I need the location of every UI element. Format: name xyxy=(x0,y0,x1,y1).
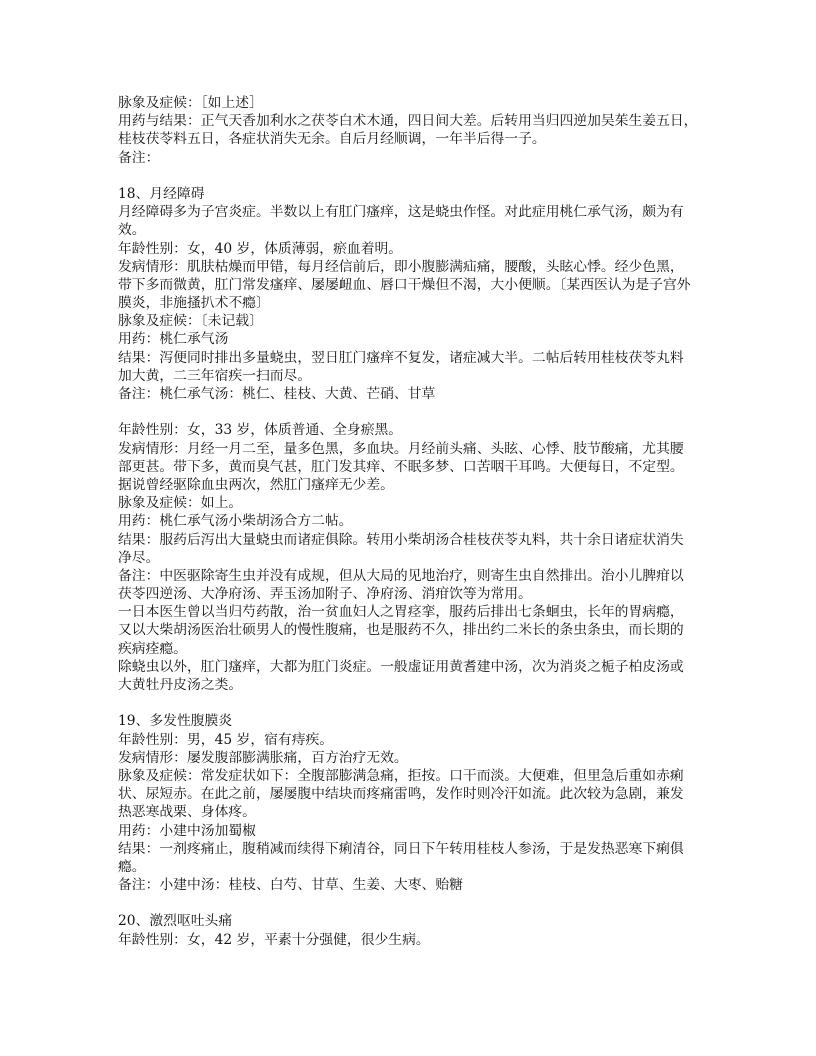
text-line: 结果：泻便同时排出多量蛲虫，翌日肛门瘙痒不复发，诸症减大半。二帖后转用桂枝茯苓丸料 xyxy=(118,349,684,366)
text-line: 20、激烈呕吐头痛 xyxy=(118,913,233,930)
text-line: 桂枝茯苓料五日，各症状消失无余。自后月经顺调，一年半后得一子。 xyxy=(118,131,546,148)
text-line: 用药：小建中汤加蜀椒 xyxy=(118,822,256,839)
text-line: 年龄性别：女，33 岁，体质普通、全身瘀黑。 xyxy=(118,422,403,439)
text-line: 19、多发性腹膜炎 xyxy=(118,713,233,730)
text-line: 脉象及症候：［如上述］ xyxy=(118,95,263,111)
text-line: 脉象及症候：常发症状如下：全腹部膨满急痛，拒按。口干而淡。大便难，但里急后重如赤痢 xyxy=(118,767,684,784)
text-line: 除蛲虫以外，肛门瘙痒，大都为肛门炎症。一般虚证用黄耆建中汤，次为消炎之栀子柏皮汤或 xyxy=(118,658,684,675)
text-line: 备注：中医驱除寄生虫并没有成规，但从大局的见地治疗，则寄生虫自然排出。治小儿脾疳以 xyxy=(118,567,684,584)
text-line: 膜炎，非施搔扒术不瘾〕 xyxy=(118,295,270,312)
text-line: 一日本医生曾以当归芍药散，治一贫血妇人之胃痉挛，服药后排出七条蛔虫，长年的胃病瘾， xyxy=(118,604,684,621)
text-line: 脉象及症候：如上。 xyxy=(118,495,243,512)
text-line: 茯苓四逆汤、大净府汤、弄玉汤加附子、净府汤、消疳饮等为常用。 xyxy=(118,586,532,603)
text-line: 净尽。 xyxy=(118,549,160,566)
text-line: 疾病痊瘾。 xyxy=(118,640,187,657)
text-line: 备注：小建中汤：桂枝、白芍、甘草、生姜、大枣、贻糖 xyxy=(118,877,463,894)
text-line: 效。 xyxy=(118,222,146,239)
text-line: 状、尿短赤。在此之前，屡屡腹中结块而疼痛雷鸣，发作时则冷汗如流。此次较为急剧，兼发 xyxy=(118,786,684,803)
text-line: 年龄性别：女，42 岁，平素十分强健，很少生病。 xyxy=(118,931,430,948)
text-line: 备注： xyxy=(118,149,160,166)
text-line: 部更甚。带下多，黄而臭气甚，肛门发其痒、不眠多梦、口苦咽干耳鸣。大便每日，不定型。 xyxy=(118,458,684,475)
blank-line xyxy=(118,167,718,185)
text-line: 又以大柴胡汤医治壮硕男人的慢性腹痛，也是服药不久，排出约二米长的条虫条虫，而长期的 xyxy=(118,622,684,639)
text-line: 用药与结果：正气天香加利水之茯苓白术木通，四日间大差。后转用当归四逆加吴茱生姜五日， xyxy=(118,113,698,130)
text-line: 结果：一剂疼痛止，腹稍减而续得下痢清谷，同日下午转用桂枝人参汤，于是发热恶寒下痢俱 xyxy=(118,840,684,857)
text-line: 脉象及症候：〔未记载〕 xyxy=(118,313,263,330)
blank-line xyxy=(118,694,718,712)
text-line: 热恶寒战栗、身体疼。 xyxy=(118,804,256,821)
document-page xyxy=(118,94,718,949)
text-line: 发病情形：屡发腹部膨满胀痛，百方治疗无效。 xyxy=(118,749,408,766)
text-line: 带下多而微黄，肛门常发瘙痒、屡屡衄血、唇口干燥但不渴，大小便顺。〔某西医认为是子宫外 xyxy=(118,276,691,293)
blank-line xyxy=(118,403,718,421)
text-line: 月经障碍多为子宫炎症。半数以上有肛门瘙痒，这是蛲虫作怪。对此症用桃仁承气汤，颇为有 xyxy=(118,204,684,221)
text-line: 发病情形：肌肤枯燥而甲错，每月经信前后，即小腹膨满疝痛，腰酸，头眩心悸。经少色黑， xyxy=(118,258,684,275)
text-line: 结果：服药后泻出大量蛲虫而诸症俱除。转用小柴胡汤合桂枝茯苓丸料，共十余日诸症状消失 xyxy=(118,531,684,548)
text-line: 据说曾经驱除血虫两次，然肛门瘙痒无少差。 xyxy=(118,476,394,493)
text-line: 年龄性别：男，45 岁，宿有痔疾。 xyxy=(118,731,334,748)
text-line: 用药：桃仁承气汤小柴胡汤合方二帖。 xyxy=(118,513,353,530)
text-line: 大黄牡丹皮汤之类。 xyxy=(118,677,243,693)
blank-line xyxy=(118,894,718,912)
text-line: 发病情形：月经一月二至，量多色黑，多血块。月经前头痛、头眩、心悸、肢节酸痛，尤其腰 xyxy=(118,440,684,457)
text-line: 18、月经障碍 xyxy=(118,185,205,202)
text-line: 加大黄，二三年宿疾一扫而尽。 xyxy=(118,367,312,384)
text-line: 用药：桃仁承气汤 xyxy=(118,331,229,348)
text-line: 年龄性别：女，40 岁，体质薄弱，瘀血着明。 xyxy=(118,240,403,257)
text-line: 备注：桃仁承气汤：桃仁、桂枝、大黄、芒硝、甘草 xyxy=(118,386,436,402)
text-line: 瘾。 xyxy=(118,858,146,875)
